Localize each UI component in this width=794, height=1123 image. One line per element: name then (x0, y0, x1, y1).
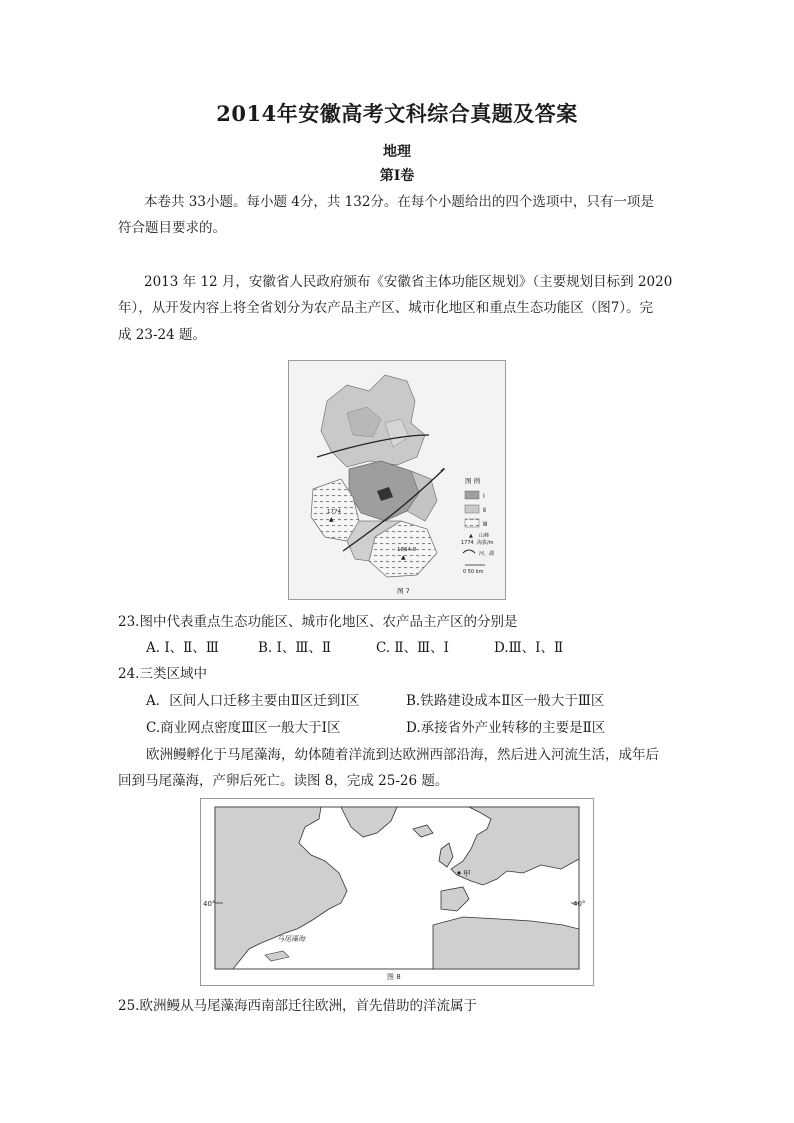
figure-7-legend (461, 476, 494, 575)
legend-river-label: 河、湖 (479, 551, 495, 557)
q24-option-c: C.商业网点密度Ⅲ区一般大于Ⅰ区 (146, 720, 341, 736)
legend-altitude-label: 海拔/m (477, 540, 494, 546)
legend-peak-icon: ▲ (469, 533, 473, 539)
lat-label-right: 40° (573, 900, 586, 908)
scale-label: 0 50 km (463, 569, 484, 575)
legend-title: 图 例 (465, 477, 481, 485)
figure-7-map (288, 360, 506, 600)
q23-stem: 23.图中代表重点生态功能区、城市化地区、农产品主产区的分别是 (118, 614, 518, 630)
volume-heading: 第Ⅰ卷 (379, 168, 415, 184)
legend-label-iii: Ⅲ (483, 521, 488, 528)
legend-peak-label: 山峰 (479, 533, 490, 539)
subject-heading: 地理 (383, 144, 411, 160)
q24-option-b: B.铁路建设成本Ⅱ区一般大于Ⅲ区 (406, 693, 605, 709)
instructions-line-1: 本卷共 33小题。每小题 4分，共 132分。在每个小题给出的四个选项中，只有一项是 (144, 194, 654, 210)
peak-2-label: 1864.8 (397, 547, 417, 553)
sargasso-sea-label: 马尾藻海 (277, 935, 305, 943)
q24-option-a: A．区间人口迁移主要由Ⅱ区迁到Ⅰ区 (146, 693, 360, 709)
q23-option-a: A. Ⅰ、Ⅱ、Ⅲ (146, 640, 219, 656)
passage-2-line-2: 回到马尾藻海，产卵后死亡。读图 8，完成 25-26 题。 (118, 773, 449, 789)
legend-swatch-i (465, 491, 479, 499)
q23-option-d: D.Ⅲ、Ⅰ、Ⅱ (494, 640, 564, 656)
q23-option-b: B. Ⅰ、Ⅲ、Ⅱ (258, 640, 332, 656)
place-jia-dot (457, 871, 460, 874)
figure-7-svg (289, 361, 505, 599)
legend-river-icon (463, 550, 475, 553)
q24-stem: 24.三类区域中 (118, 666, 207, 682)
instructions-line-2: 符合题目要求的。 (118, 220, 226, 236)
legend-label-ii: Ⅱ (483, 507, 486, 514)
page-title: 2014年安徽高考文科综合真题及答案 (216, 101, 578, 126)
figure-8-map (200, 798, 594, 986)
peak-2-marker: ▲ (401, 554, 406, 561)
q24-option-d: D.承接省外产业转移的主要是Ⅱ区 (406, 720, 606, 736)
figure-8-caption: 图 8 (387, 973, 401, 981)
place-jia-label: 甲 (463, 869, 471, 878)
figure-8-svg (201, 799, 593, 985)
passage-2-line-1: 欧洲鳗孵化于马尾藻海，幼体随着洋流到达欧洲西部沿海，然后进入河流生活，成年后 (146, 747, 659, 763)
lat-label-left: 40° (203, 900, 216, 908)
q25-stem: 25.欧洲鳗从马尾藻海西南部迁往欧洲，首先借助的洋流属于 (118, 998, 477, 1014)
passage-1-line-1: 2013 年 12 月，安徽省人民政府颁布《安徽省主体功能区规划》（主要规划目标到 2020 (144, 274, 673, 290)
figure-7-caption: 图 7 (397, 587, 410, 595)
legend-peak-value: 1774 (461, 540, 474, 546)
peak-1-marker: ▲ (329, 516, 334, 523)
legend-swatch-iii (465, 519, 479, 527)
legend-label-i: Ⅰ (483, 493, 485, 500)
africa (433, 917, 579, 969)
q23-option-c: C. Ⅱ、Ⅲ、Ⅰ (376, 640, 449, 656)
peak-1-label: 1774 (327, 509, 341, 515)
legend-swatch-ii (465, 505, 479, 513)
passage-1-line-3: 成 23-24 题。 (118, 327, 207, 343)
passage-1-line-2: 年），从开发内容上将全省划分为农产品主产区、城市化地区和重点生态功能区（图7）。完 (118, 300, 654, 316)
